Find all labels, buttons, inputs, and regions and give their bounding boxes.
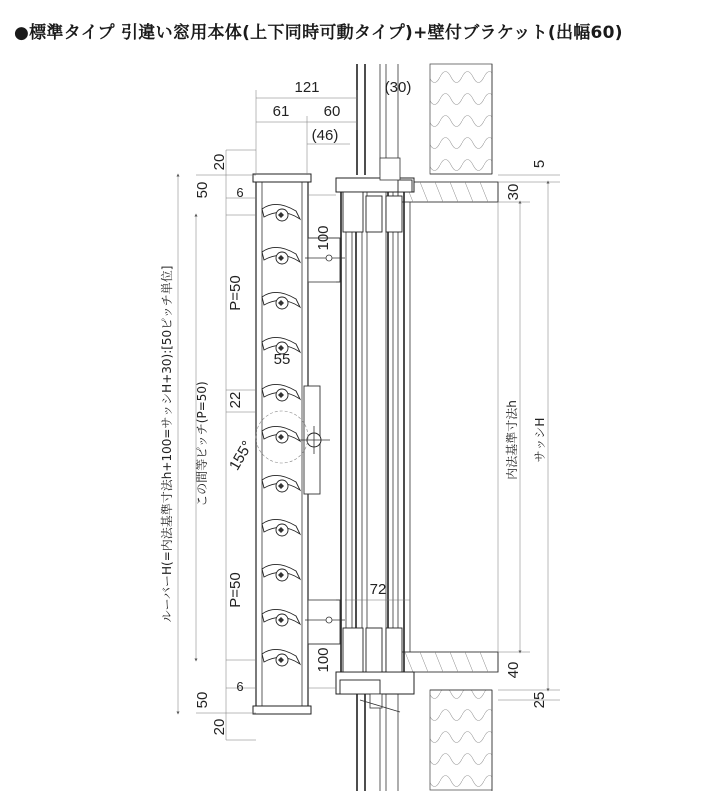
lower-interior-sill xyxy=(398,652,498,672)
dim-50-top: 50 xyxy=(194,181,211,199)
dim-46: (46) xyxy=(311,127,339,144)
dim-20-top: 20 xyxy=(211,153,228,171)
lower-insulation xyxy=(430,690,492,790)
dim-6-top: 6 xyxy=(236,185,244,200)
dim-30-right: 30 xyxy=(505,183,522,201)
drawing-title: ●標準タイプ 引違い窓用本体(上下同時可動タイプ)+壁付ブラケット(出幅60) xyxy=(14,23,623,43)
dim-22: 22 xyxy=(227,391,244,409)
louver-height-note: ルーバーH(=内法基準寸法h+100=サッシH+30):[50ピッチ単位] xyxy=(160,265,174,623)
dim-p50-lower: P=50 xyxy=(227,572,244,608)
dim-121: 121 xyxy=(294,79,320,96)
dim-p50-upper: P=50 xyxy=(227,275,244,311)
lower-bracket xyxy=(308,600,340,644)
equal-pitch-note: この間等ピッチ(P=50) xyxy=(195,381,209,507)
window-sash xyxy=(336,158,414,712)
dim-50-bottom: 50 xyxy=(194,691,211,709)
dim-100-bottom: 100 xyxy=(315,647,332,673)
dim-61: 61 xyxy=(272,103,290,120)
dim-25: 25 xyxy=(531,691,548,709)
sash-height-label: サッシH xyxy=(533,417,547,463)
upper-insulation xyxy=(430,64,492,174)
dim-40: 40 xyxy=(505,661,522,679)
inner-height-label: 内法基準寸法h xyxy=(505,400,519,480)
dim-100-top: 100 xyxy=(315,225,332,251)
dim-55: 55 xyxy=(273,351,291,368)
dim-20-bottom: 20 xyxy=(211,718,228,736)
dim-30-top: (30) xyxy=(384,79,412,96)
dim-6-bottom: 6 xyxy=(236,679,244,694)
dim-155-deg: 155° xyxy=(225,438,257,474)
dim-60: 60 xyxy=(323,103,341,120)
dim-5: 5 xyxy=(531,159,548,169)
dim-72: 72 xyxy=(369,581,387,598)
